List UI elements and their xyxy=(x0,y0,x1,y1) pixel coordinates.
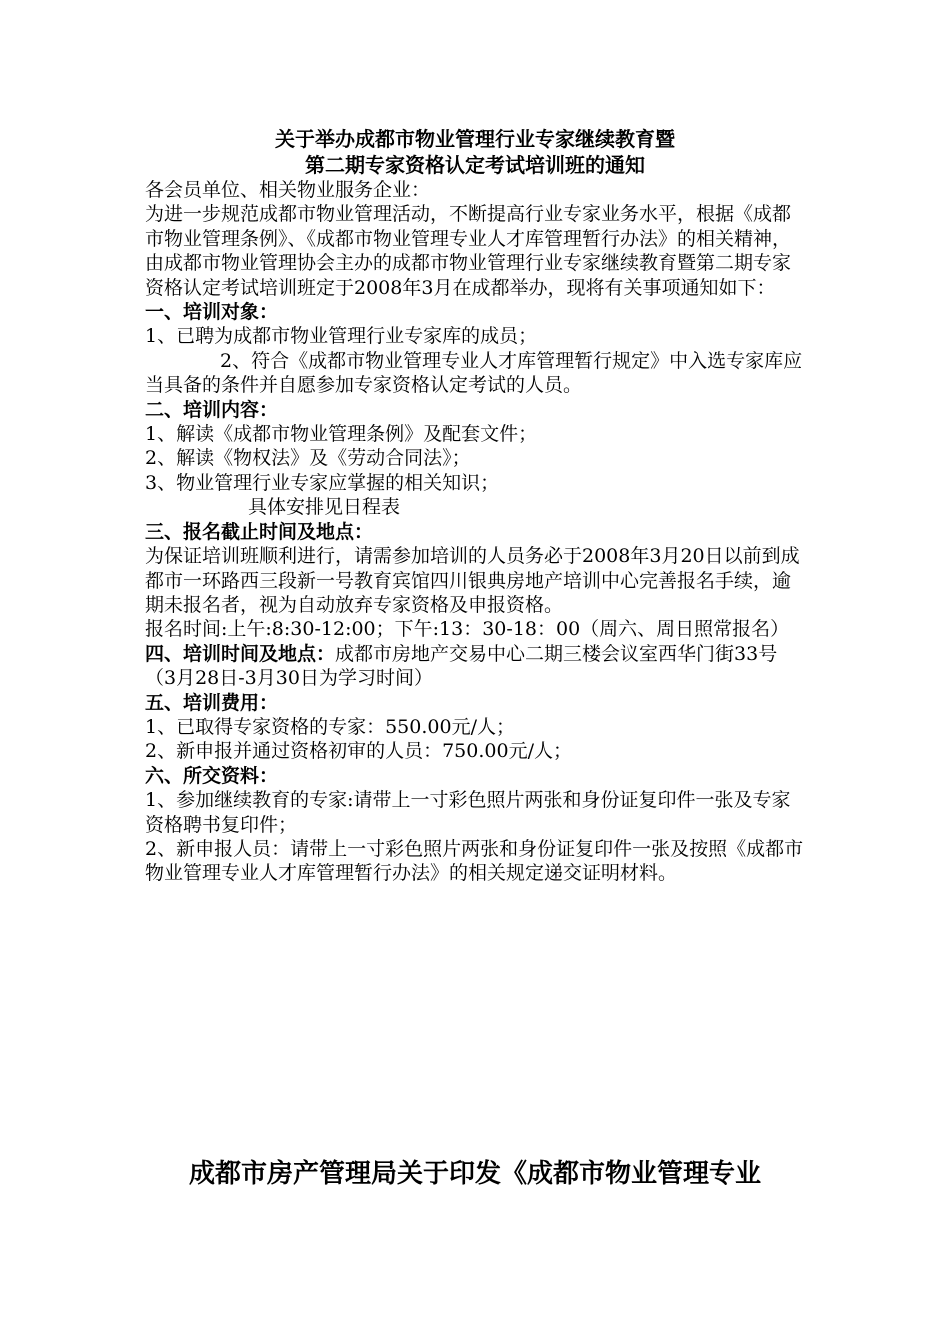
fee-item-1: 1、已取得专家资格的专家：550.00元/人； xyxy=(145,715,515,738)
materials-item-1: 1、参加继续教育的专家:请带上一寸彩色照片两张和身份证复印件一张及专家资格聘书复印件； xyxy=(145,789,791,836)
content-item-1: 1、解读《成都市物业管理条例》及配套文件； xyxy=(145,423,538,446)
intro-paragraph: 为进一步规范成都市物业管理活动，不断提高行业专家业务水平，根据《成都市物业管理条例》、《成都市物业管理专业人才库管理暂行办法》的相关精神，由成都市物业管理协会主办的成都市物业管理行业专家继续教育暨第二期专家资格认定考试培训班定于2008年3月在成都举办，现将有关事项通知如下： xyxy=(145,203,792,299)
training-period-note: （3月28日-3月30日为学习时间） xyxy=(145,667,433,690)
notice-title-line2: 第二期专家资格认定考试培训班的通知 xyxy=(305,153,645,177)
section-heading-materials: 六、所交资料： xyxy=(145,764,279,787)
registration-time: 报名时间:上午:8:30-12:00；下午:13：30-18：00（周六、周日照常报名） xyxy=(145,618,790,641)
targets-item-1: 1、已聘为成都市物业管理行业专家库的成员； xyxy=(145,325,538,348)
content-item-3: 3、物业管理行业专家应掌握的相关知识； xyxy=(145,471,500,494)
section-heading-targets: 一、培训对象： xyxy=(145,301,279,324)
section-heading-content: 二、培训内容： xyxy=(145,398,279,421)
section-heading-fees: 五、培训费用： xyxy=(145,691,279,714)
salutation: 各会员单位、相关物业服务企业： xyxy=(145,179,431,201)
registration-text: 为保证培训班顺利进行，请需参加培训的人员务必于2008年3月20日以前到成都市一环路西三段新一号教育宾馆四川银典房地产培训中心完善报名手续，逾期未报名者，视为自动放弃专家资格及申报资格。 xyxy=(145,545,800,616)
section-heading-registration: 三、报名截止时间及地点： xyxy=(145,520,374,543)
content-item-2: 2、解读《物权法》及《劳动合同法》； xyxy=(145,447,471,470)
next-document-title: 成都市房产管理局关于印发《成都市物业管理专业 xyxy=(188,1159,761,1189)
notice-body xyxy=(145,178,807,886)
materials-item-2: 2、新申报人员：请带上一寸彩色照片两张和身份证复印件一张及按照《成都市物业管理专业人才库管理暂行办法》的相关规定递交证明材料。 xyxy=(145,837,804,885)
targets-item-2 xyxy=(145,349,807,398)
training-location-line xyxy=(145,642,807,666)
targets-item-2-text: 2、符合《成都市物业管理专业人才库管理暂行规定》中入选专家库应当具备的条件并自愿参加专家资格认定考试的人员。 xyxy=(145,349,803,397)
section-heading-training-time: 四、培训时间及地点： xyxy=(145,642,336,665)
schedule-note: 具体安排见日程表 xyxy=(248,496,401,519)
training-location: 成都市房地产交易中心二期三楼会议室西华门街33号 xyxy=(335,642,778,665)
notice-title-line1: 关于举办成都市物业管理行业专家继续教育暨 xyxy=(275,127,675,151)
fee-item-2: 2、新申报并通过资格初审的人员：750.00元/人； xyxy=(145,740,572,763)
